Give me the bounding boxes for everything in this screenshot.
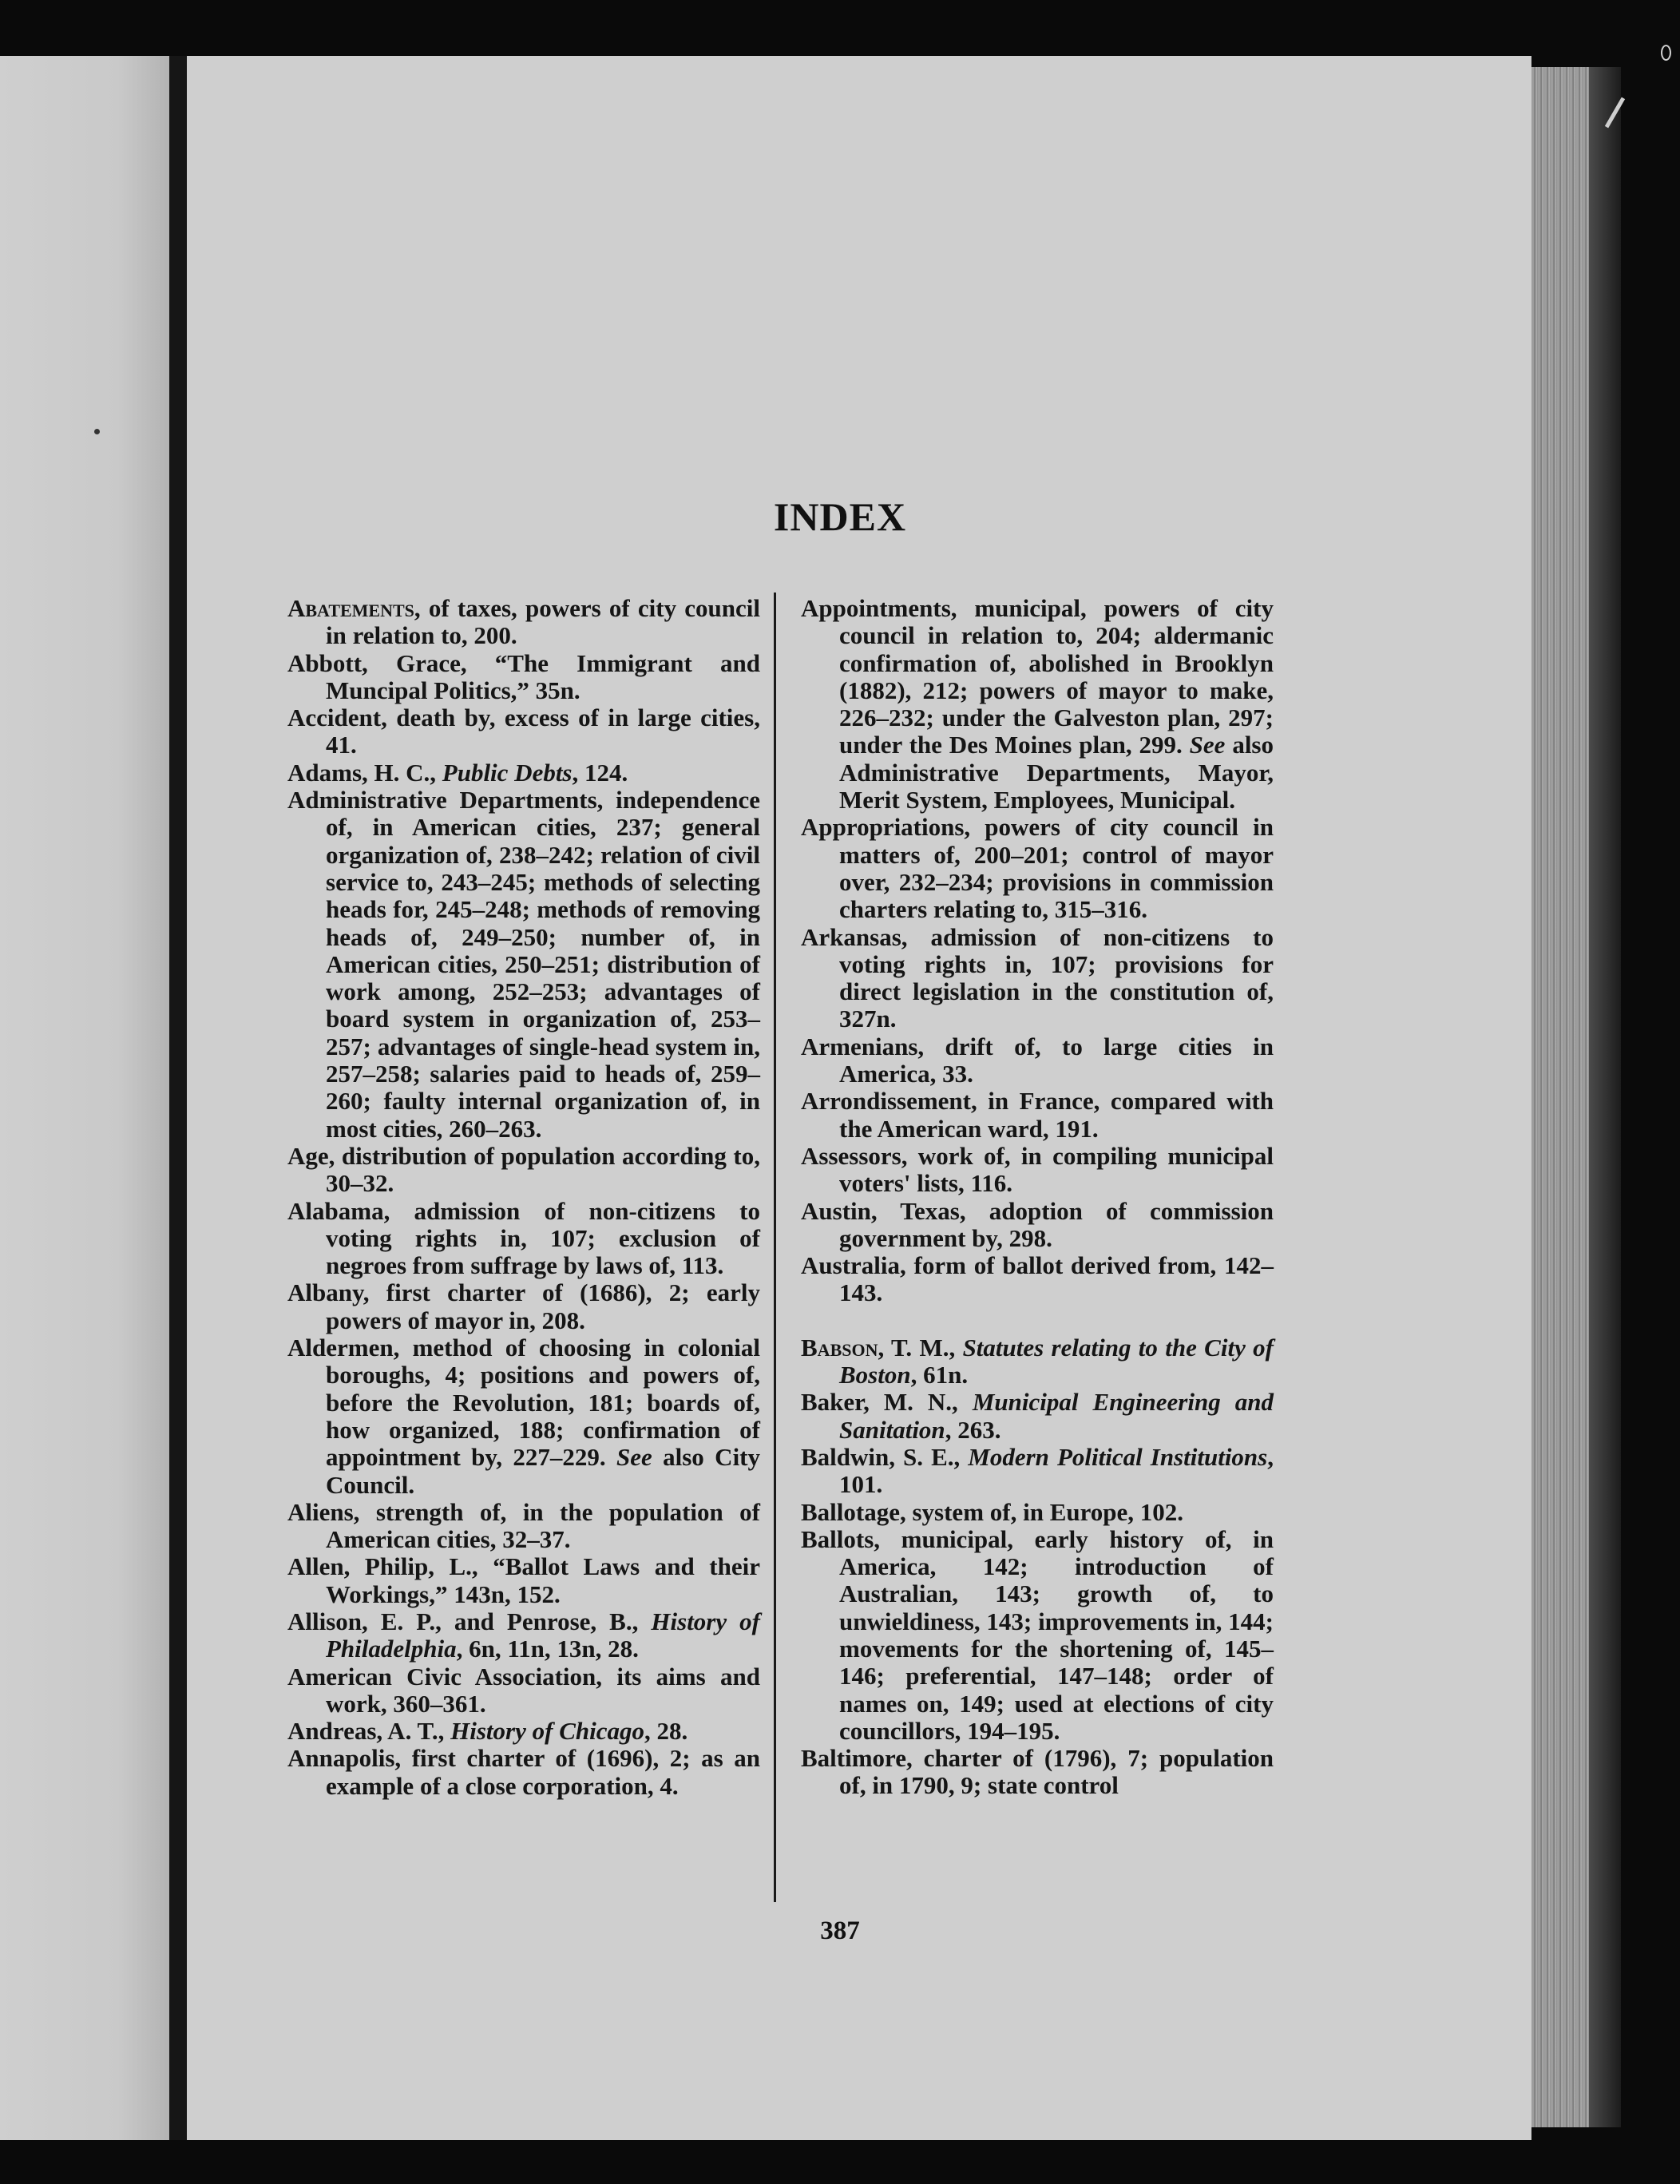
entry-text: Accident, death by, excess of in large cities, 41.	[287, 704, 760, 759]
entry-text: also Administrative Departments, Mayor, Merit System, Employees, Municipal.	[839, 731, 1274, 815]
index-entry	[287, 1198, 760, 1280]
page-title: INDEX	[773, 494, 907, 539]
book-edge-shadow	[1589, 67, 1621, 2127]
entry-text: , 263.	[945, 1415, 1001, 1444]
entry-text: Abbott, Grace, “The Immigrant and Muncipal Politics,” 35n.	[287, 648, 760, 704]
entry-text: Ballots, municipal, early history of, in America, 142; introduction of Australian, 143; growth of, to unwieldiness, 143; improvements in, 144; movements for the shortening of, 145–146; preferential, 147–148; order of names on, 149; used at elections of city councillors, 194–195.	[801, 1524, 1274, 1745]
index-entry	[801, 1088, 1274, 1143]
entry-title: Modern Political Institutions	[968, 1442, 1268, 1471]
entry-text: Baltimore, charter of (1796), 7; population of, in 1790, 9; state control	[801, 1744, 1274, 1800]
entry-title: History of Philadelphia	[326, 1607, 760, 1663]
index-column-right	[801, 595, 1274, 1800]
index-entry	[801, 1745, 1274, 1800]
index-entry	[801, 1334, 1274, 1389]
entry-text: also City Council.	[326, 1443, 761, 1499]
index-entry	[287, 787, 760, 1143]
entry-text: Age, distribution of population according to, 30–32.	[287, 1141, 760, 1198]
entry-title: Public Debts	[442, 758, 573, 787]
index-entry	[287, 1718, 760, 1745]
entry-text: Allison, E. P., and Penrose, B.,	[287, 1607, 652, 1635]
index-entry	[287, 1334, 760, 1499]
index-entry	[801, 595, 1274, 814]
entry-text: , 6n, 11n, 13n, 28.	[456, 1635, 639, 1663]
index-entry	[287, 595, 760, 650]
index-entry	[287, 1608, 760, 1663]
index-entry	[801, 1499, 1274, 1526]
index-entry	[287, 1745, 760, 1800]
entry-text: Ballotage, system of, in Europe, 102.	[801, 1497, 1184, 1526]
index-entry	[801, 1143, 1274, 1198]
entry-text: Andreas, A. T.,	[287, 1717, 451, 1746]
entry-text: Allen, Philip, L., “Ballot Laws and their Workings,” 143n, 152.	[287, 1552, 760, 1608]
page-speck	[94, 429, 100, 434]
entry-text: Aldermen, method of choosing in colonial boroughs, 4; positions and powers of, before the Revolution, 181; boards of, how organized, 188; confirmation of appointment by, 227–229.	[287, 1334, 760, 1472]
index-entry	[287, 1553, 760, 1608]
entry-text: , 101.	[839, 1442, 1274, 1499]
index-entry	[287, 1499, 760, 1554]
facing-page	[0, 56, 169, 2140]
entry-text: , of taxes, powers of city council in relation to, 200.	[326, 594, 760, 650]
entry-heading: Babson	[801, 1333, 878, 1362]
entry-text: Austin, Texas, adoption of commission government by, 298.	[801, 1196, 1274, 1252]
index-entry	[287, 759, 760, 787]
entry-text: , 28.	[644, 1717, 688, 1746]
entry-text: , 124.	[572, 758, 628, 787]
index-entry	[801, 1033, 1274, 1088]
entry-text: Annapolis, first charter of (1696), 2; as an example of a close corporation, 4.	[287, 1744, 760, 1800]
entry-text: Appropriations, powers of city council in matters of, 200–201; control of mayor over, 232–234; provisions in commission charters relating to, 315–316.	[801, 813, 1274, 924]
entry-text: , T. M.,	[878, 1333, 963, 1362]
entry-text: Assessors, work of, in compiling municipal voters' lists, 116.	[801, 1141, 1274, 1198]
entry-text: Administrative Departments, independence of, in American cities, 237; general organization of, 238–242; relation of civil service to, 243–245; methods of selecting heads for, 245–248; methods of removing heads of, 249–250; number of, in American cities, 250–251; distribution of work among, 252–253; advantages of board system in organization of, 253–257; advantages of single-head system in, 257–258; salaries paid to heads of, 259–260; faulty internal organization of, in most cities, 260–263.	[287, 786, 760, 1143]
index-column-left	[287, 595, 760, 1800]
entry-title: See	[1189, 731, 1226, 759]
entry-text: Arkansas, admission of non-citizens to voting rights in, 107; provisions for direct legislation in the constitution of, 327n.	[801, 922, 1274, 1033]
column-divider	[774, 593, 776, 1902]
entry-text: Adams, H. C.,	[287, 758, 442, 787]
page-number: 387	[820, 1916, 860, 1945]
index-entry	[801, 1389, 1274, 1444]
index-entry	[287, 704, 760, 759]
index-entry	[287, 1279, 760, 1334]
corner-mark	[1661, 45, 1671, 61]
index-entry	[801, 1444, 1274, 1499]
entry-text: Albany, first charter of (1686), 2; early powers of mayor in, 208.	[287, 1278, 760, 1334]
entry-text: Aliens, strength of, in the population of American cities, 32–37.	[287, 1497, 760, 1554]
entry-text: Alabama, admission of non-citizens to voting rights in, 107; exclusion of negroes from suffrage by laws of, 113.	[287, 1196, 760, 1280]
entry-title: Statutes relating to the City of Boston	[839, 1333, 1274, 1389]
book-gutter	[169, 56, 187, 2140]
entry-title: History of Chicago	[450, 1717, 644, 1746]
index-entry	[801, 814, 1274, 923]
entry-text: Baker, M. N.,	[801, 1388, 973, 1417]
index-entry	[801, 1526, 1274, 1745]
index-entry	[801, 924, 1274, 1033]
index-entry	[287, 650, 760, 705]
entry-text: Australia, form of ballot derived from, 142–143.	[801, 1251, 1274, 1307]
entry-text: , 61n.	[910, 1361, 969, 1389]
entry-title: Municipal Engineering and Sanitation	[839, 1388, 1274, 1444]
index-entry	[287, 1143, 760, 1198]
index-entry	[801, 1198, 1274, 1253]
entry-text: Appointments, municipal, powers of city council in relation to, 204; aldermanic confirmation of, abolished in Brooklyn (1882), 212; powers of mayor to make, 226–232; under the Galveston plan, 297; under the Des Moines plan, 299.	[801, 594, 1274, 759]
entry-text: Baldwin, S. E.,	[801, 1442, 969, 1471]
entry-heading: Abatements	[287, 594, 414, 622]
entry-text: Arrondissement, in France, compared with the American ward, 191.	[801, 1087, 1274, 1143]
index-entry	[287, 1663, 760, 1718]
page-edges	[1531, 67, 1589, 2127]
entry-text: Armenians, drift of, to large cities in America, 33.	[801, 1032, 1274, 1088]
index-entry	[801, 1252, 1274, 1307]
entry-text: American Civic Association, its aims and work, 360–361.	[287, 1662, 760, 1718]
entry-title: See	[616, 1443, 652, 1472]
